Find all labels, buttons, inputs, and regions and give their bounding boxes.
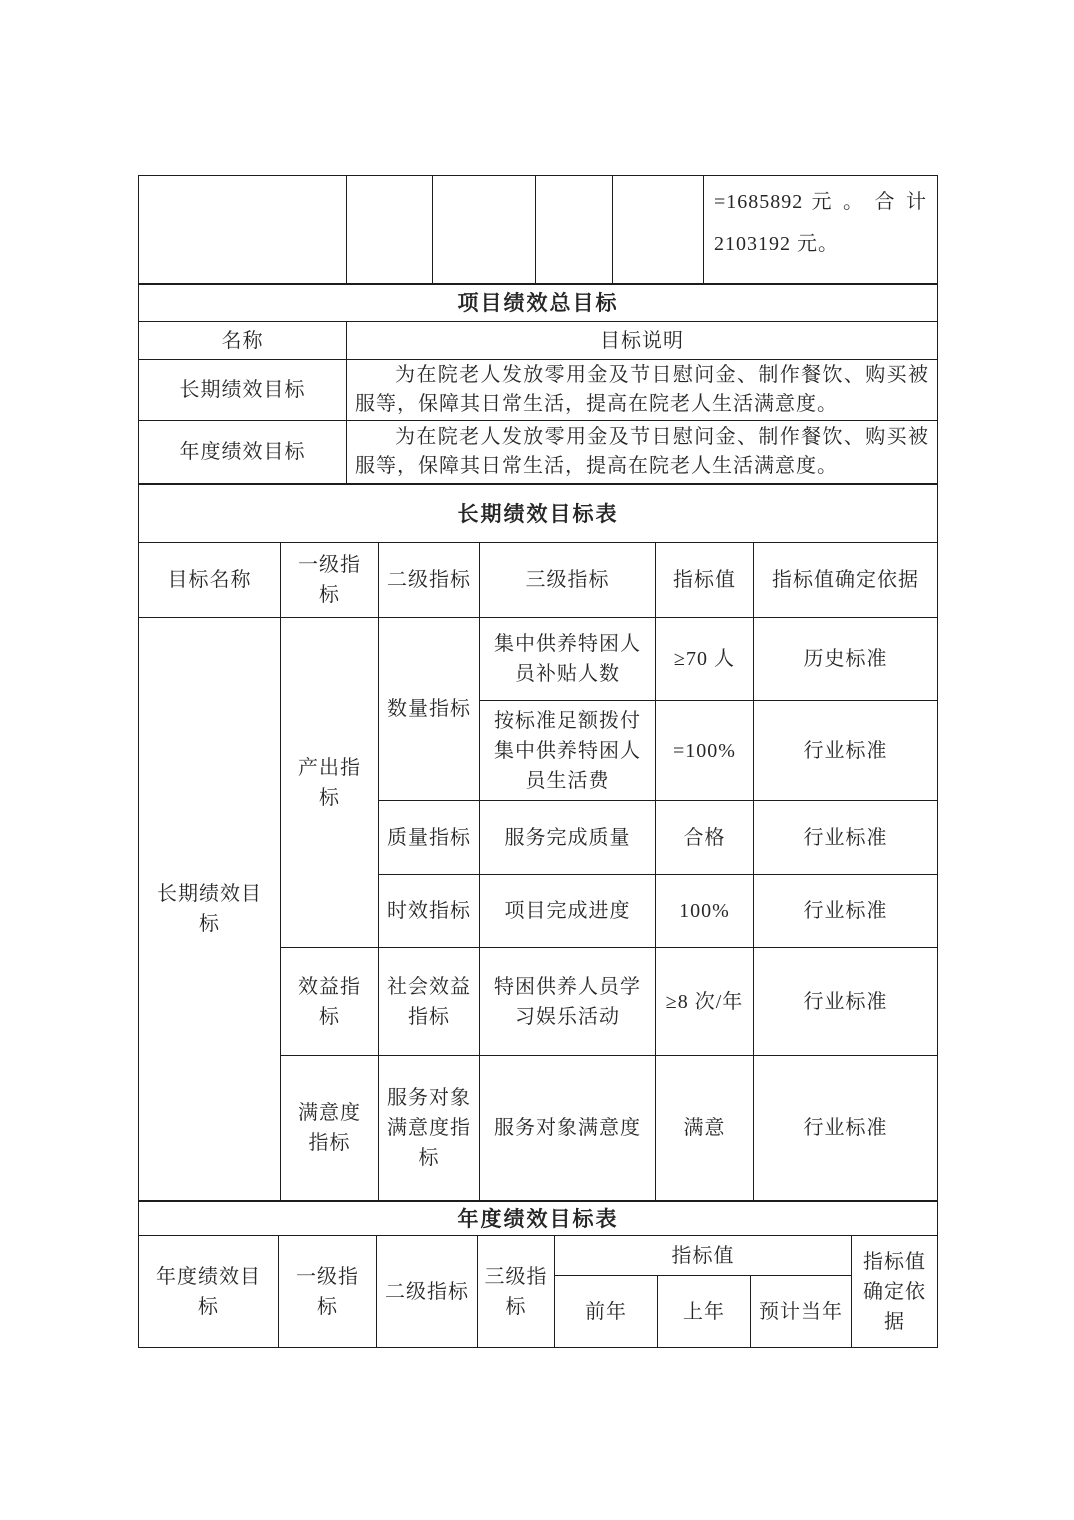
overflow-row [139, 176, 938, 284]
annual-goal-desc: 为在院老人发放零用金及节日慰问金、制作餐饮、购买被服等，保障其日常生活，提高在院老人生活满意度。 [347, 421, 938, 484]
col-header-level2: 二级指标 [377, 1236, 478, 1348]
level1-benefit-cell: 效益指标 [281, 948, 379, 1056]
value-cell: 满意 [656, 1056, 754, 1201]
empty-cell [347, 176, 433, 284]
col-header-basis: 指标值确定依据 [754, 543, 938, 618]
section-title-row [139, 485, 938, 543]
col-header-level2: 二级指标 [379, 543, 480, 618]
col-header-level3: 三级指标 [480, 543, 656, 618]
level2-quantity-cell: 数量指标 [379, 618, 480, 801]
section-title-row [139, 285, 938, 322]
col-header-level3: 三级指标 [478, 1236, 555, 1348]
value-cell: 合格 [656, 801, 754, 875]
indicator-cell: 按标准足额拨付集中供养特困人员生活费 [480, 701, 656, 801]
col-header-prev-year: 前年 [555, 1276, 658, 1348]
section-title-row [139, 1202, 938, 1236]
empty-cell [139, 176, 347, 284]
col-header-name: 名称 [139, 322, 347, 360]
amount-total-cell: =1685892 元 。 合 计 2103192 元。 [704, 176, 938, 284]
col-header-annual-goal: 年度绩效目标 [139, 1236, 279, 1348]
overall-goal-table [138, 284, 938, 484]
col-header-last-year: 上年 [658, 1276, 751, 1348]
annual-goal-label: 年度绩效目标 [139, 421, 347, 484]
empty-cell [433, 176, 536, 284]
indicator-cell: 服务完成质量 [480, 801, 656, 875]
basis-cell: 行业标准 [754, 948, 938, 1056]
longterm-goal-label: 长期绩效目标 [139, 360, 347, 421]
col-header-current-year: 预计当年 [751, 1276, 852, 1348]
value-cell: ≥70 人 [656, 618, 754, 701]
indicator-cell: 服务对象满意度 [480, 1056, 656, 1201]
empty-cell [536, 176, 613, 284]
basis-cell: 行业标准 [754, 701, 938, 801]
document-page [138, 175, 937, 1348]
col-header-level1: 一级指标 [281, 543, 379, 618]
value-cell: ≥8 次/年 [656, 948, 754, 1056]
empty-cell [613, 176, 704, 284]
annual-header-row-top [139, 1236, 938, 1276]
longterm-goal-desc: 为在院老人发放零用金及节日慰问金、制作餐饮、购买被服等，保障其日常生活，提高在院老人生活满意度。 [347, 360, 938, 421]
col-header-value-group: 指标值 [555, 1236, 852, 1276]
longterm-indicator-table [138, 484, 938, 1201]
col-header-goal-name: 目标名称 [139, 543, 281, 618]
overall-header-row [139, 322, 938, 360]
col-header-basis: 指标值确定依据 [852, 1236, 938, 1348]
basis-cell: 行业标准 [754, 1056, 938, 1201]
basis-cell: 行业标准 [754, 875, 938, 948]
table-row [139, 618, 938, 701]
level1-satisfaction-cell: 满意度指标 [281, 1056, 379, 1201]
level1-output-cell: 产出指标 [281, 618, 379, 948]
longterm-goal-row [139, 360, 938, 421]
col-header-level1: 一级指标 [279, 1236, 377, 1348]
annual-table-title: 年度绩效目标表 [139, 1202, 938, 1236]
annual-goal-row [139, 421, 938, 484]
annual-indicator-table [138, 1201, 938, 1348]
overall-goal-title: 项目绩效总目标 [139, 285, 938, 322]
indicator-cell: 集中供养特困人员补贴人数 [480, 618, 656, 701]
level2-social-benefit-cell: 社会效益指标 [379, 948, 480, 1056]
indicator-cell: 特困供养人员学习娱乐活动 [480, 948, 656, 1056]
level2-quality-cell: 质量指标 [379, 801, 480, 875]
basis-cell: 行业标准 [754, 801, 938, 875]
basis-cell: 历史标准 [754, 618, 938, 701]
longterm-header-row [139, 543, 938, 618]
level2-timeliness-cell: 时效指标 [379, 875, 480, 948]
value-cell: =100% [656, 701, 754, 801]
col-header-goal-desc: 目标说明 [347, 322, 938, 360]
col-header-value: 指标值 [656, 543, 754, 618]
level2-satisfaction-cell: 服务对象满意度指标 [379, 1056, 480, 1201]
overflow-table [138, 175, 938, 284]
goal-name-cell: 长期绩效目标 [139, 618, 281, 1201]
value-cell: 100% [656, 875, 754, 948]
longterm-table-title: 长期绩效目标表 [139, 485, 938, 543]
indicator-cell: 项目完成进度 [480, 875, 656, 948]
